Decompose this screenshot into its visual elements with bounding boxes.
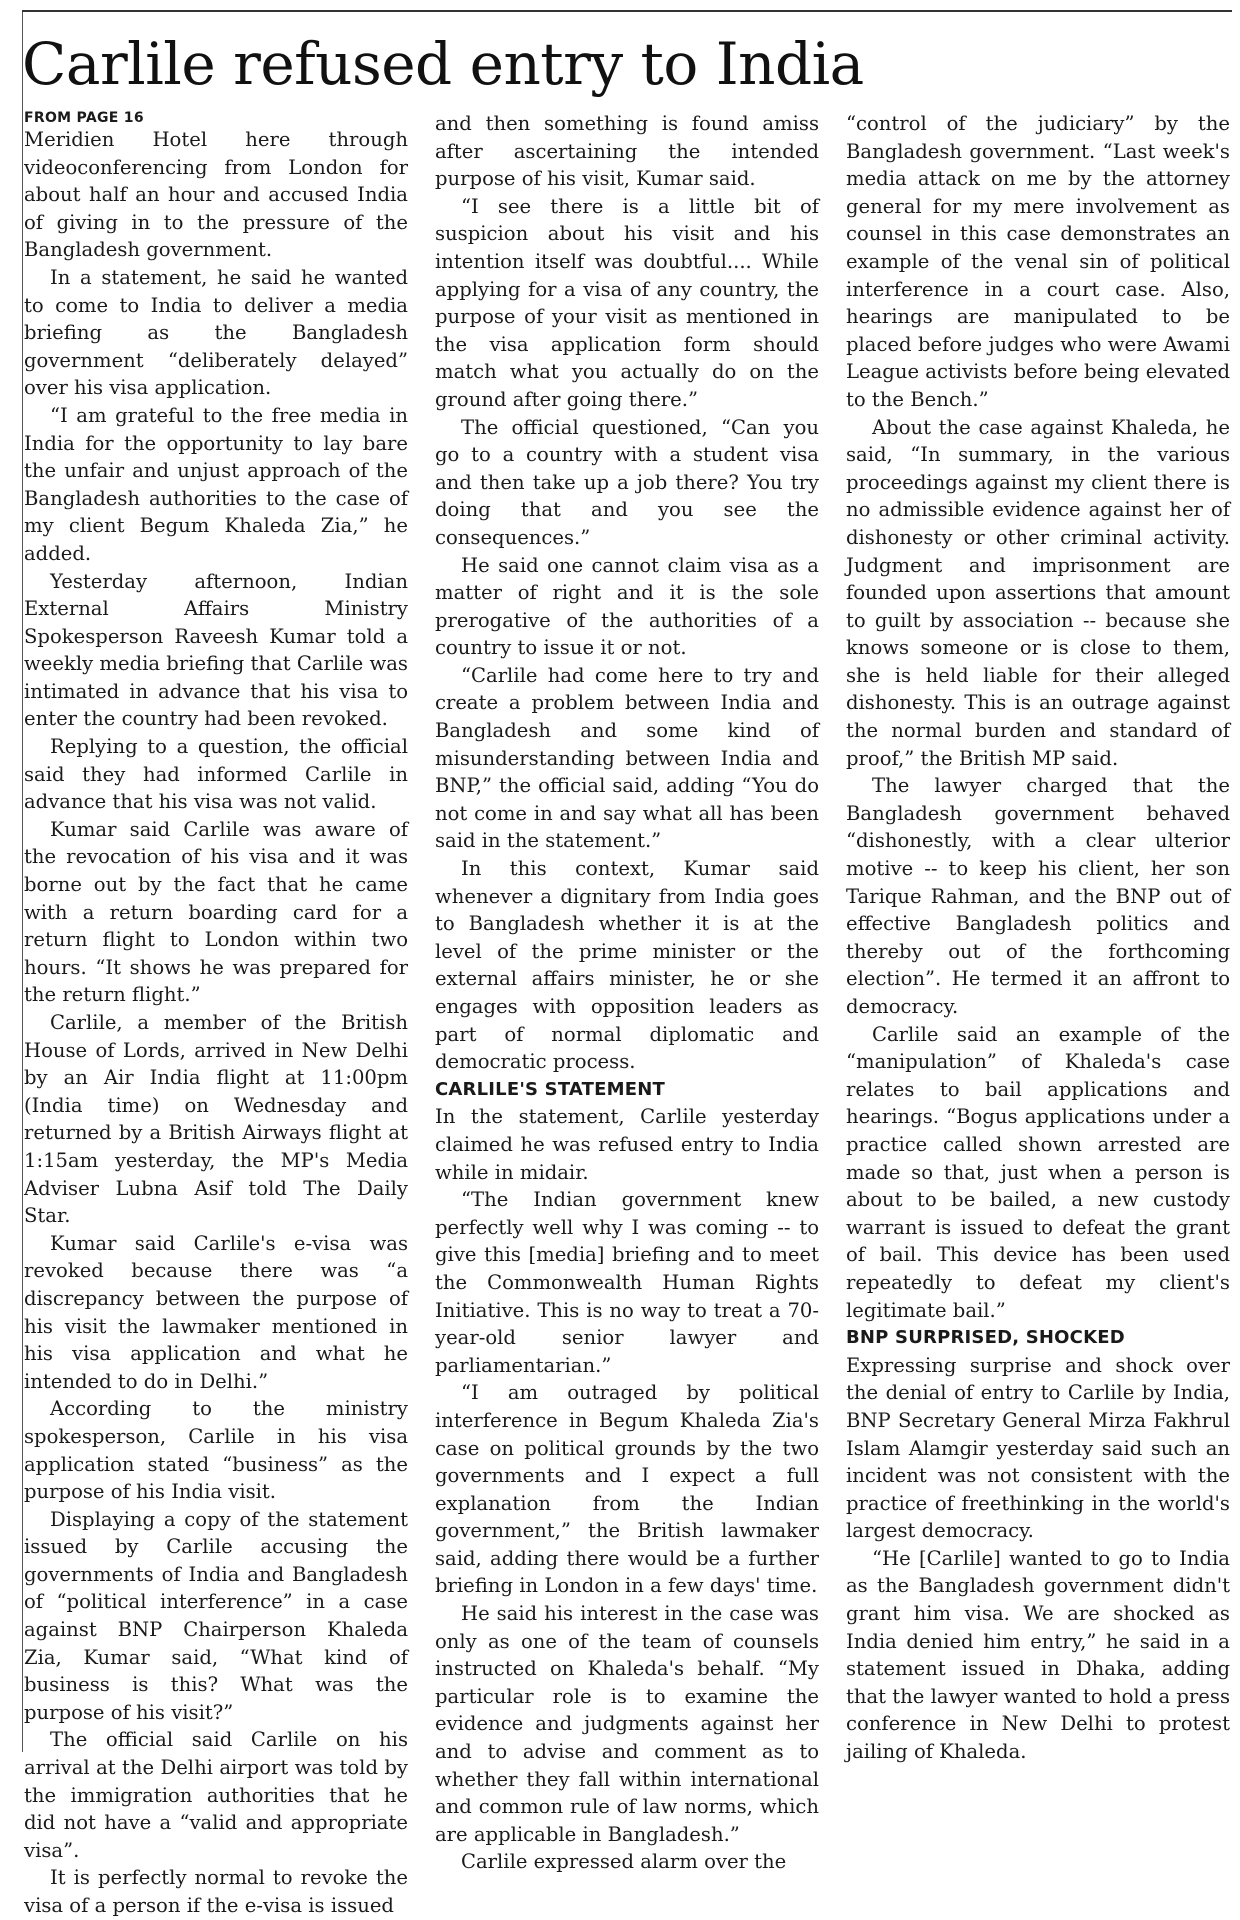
paragraph: Displaying a copy of the statement issued by Carlile accusing the governments of India and Bangladesh of “political interference” in a case against BNP Chairperson Khaleda Zia, Kumar said, “What kind of business is this? What was the purpose of his visit?” xyxy=(24,1507,408,1724)
paragraph: He said one cannot claim visa as a matter of right and it is the sole prerogative of the authorities of a country to issue it or not. xyxy=(435,553,819,660)
paragraph: Meridien Hotel here through videoconferencing from London for about half an hour and accused India of giving in to the pressure of the Bangladesh government. xyxy=(24,128,408,262)
subhead-bnp-surprised: BNP SURPRISED, SHOCKED xyxy=(846,1327,1125,1349)
column-1 xyxy=(24,110,408,1920)
subhead-carliles-statement: CARLILE'S STATEMENT xyxy=(435,1078,665,1100)
column-3 xyxy=(846,110,1230,1920)
paragraph: and then something is found amiss after ascertaining the intended purpose of his visit, Kumar said. xyxy=(435,112,819,191)
paragraph: In a statement, he said he wanted to come to India to deliver a media briefing as the Bangladesh government “deliberately delayed” over his visa application. xyxy=(24,265,408,400)
paragraph: Kumar said Carlile's e-visa was revoked because there was “a discrepancy between the purpose of his visit the lawmaker mentioned in his visa application and what he intended to do in Delhi.” xyxy=(24,1231,408,1393)
paragraph: “He [Carlile] wanted to go to India as the Bangladesh government didn't grant him visa. We are shocked as India denied him entry,” he said in a statement issued in Dhaka, adding that the lawyer wanted to hold a press conference in New Delhi to protest jailing of Khaleda. xyxy=(846,1546,1230,1764)
dateline: FROM PAGE 16 xyxy=(24,110,144,126)
paragraph: About the case against Khaleda, he said, “In summary, in the various proceedings against my client there is no admissible evidence against her of dishonesty or other criminal activity. Judgment and imprisonment are founded upon assertions that amount to guilt by association -- because she knows someone or is close to them, she is held liable for their alleged dishonesty. This is an outrage against the normal burden and standard of proof,” the British MP said. xyxy=(846,415,1230,770)
paragraph: Replying to a question, the official said they had informed Carlile in advance that his visa was not valid. xyxy=(24,735,408,814)
paragraph: Kumar said Carlile was aware of the revocation of his visa and it was borne out by the fact that he came with a return boarding card for a return flight to London within two hours. “It shows he was prepared for the return flight.” xyxy=(24,817,408,1007)
paragraph: “The Indian government knew perfectly well why I was coming -- to give this [media] briefing and to meet the Commonwealth Human Rights Initiative. This is no way to treat a 70-year-old senior lawyer and parliamentarian.” xyxy=(435,1188,819,1377)
paragraph: Carlile said an example of the “manipulation” of Khaleda's case relates to bail applications and hearings. “Bogus applications under a practice called shown arrested are made so that, just when a person is about to be bailed, a new custody warrant is issued to defeat the grant of bail. This device has been used repeatedly to defeat my client's legitimate bail.” xyxy=(846,1022,1230,1322)
paragraph: He said his interest in the case was only as one of the team of counsels instructed on Khaleda's behalf. “My particular role is to examine the evidence and judgments against her and to advise and comment as to whether they fall within international and common rule of law norms, which are applicable in Bangladesh.” xyxy=(435,1602,819,1846)
column-2 xyxy=(435,110,819,1920)
paragraph: It is perfectly normal to revoke the visa of a person if the e-visa is issued xyxy=(24,1866,408,1917)
paragraph: “control of the judiciary” by the Bangladesh government. “Last week's media attack on me by the attorney general for my mere involvement as counsel in this case demonstrates an example of the venal sin of political interference in a court case. Also, hearings are manipulated to be placed before judges who were Awami League activists before being elevated to the Bench.” xyxy=(846,112,1231,411)
paragraph: “I see there is a little bit of suspicion about his visit and his intention itself was doubtful.... While applying for a visa of any country, the purpose of your visit as mentioned in the visa application form should match what you actually do on the ground after going there.” xyxy=(435,194,819,411)
left-rule xyxy=(22,12,23,1752)
article-body xyxy=(24,110,1231,1917)
paragraph: The official said Carlile on his arrival at the Delhi airport was told by the immigration authorities that he did not have a “valid and appropriate visa”. xyxy=(24,1728,408,1862)
top-rule xyxy=(22,10,1232,12)
paragraph: “I am grateful to the free media in India for the opportunity to lay bare the unfair and unjust approach of the Bangladesh authorities to the case of my client Begum Khaleda Zia,” he added. xyxy=(24,403,408,565)
paragraph: Yesterday afternoon, Indian External Affairs Ministry Spokesperson Raveesh Kumar told a weekly media briefing that Carlile was intimated in advance that his visa to enter the country had been revoked. xyxy=(24,569,408,731)
paragraph: The official questioned, “Can you go to a country with a student visa and then take up a job there? You try doing that and you see the consequences.” xyxy=(435,415,819,549)
paragraph: According to the ministry spokesperson, Carlile in his visa application stated “business” as the purpose of his India visit. xyxy=(24,1397,408,1504)
paragraph: “I am outraged by political interference in Begum Khaleda Zia's case on political grounds by the two governments and I expect a full explanation from the Indian government,” the British lawmaker said, adding there would be a further briefing in London in a few days' time. xyxy=(435,1381,819,1598)
paragraph: In the statement, Carlile yesterday claimed he was refused entry to India while in midair. xyxy=(435,1105,819,1184)
headline: Carlile refused entry to India xyxy=(22,30,864,98)
paragraph: Carlile expressed alarm over the xyxy=(461,1850,787,1874)
paragraph: “Carlile had come here to try and create a problem between India and Bangladesh and some kind of misunderstanding between India and BNP,” the official said, adding “You do not come in and say what all has been said in the statement.” xyxy=(435,663,819,853)
paragraph: In this context, Kumar said whenever a dignitary from India goes to Bangladesh whether it is at the level of the prime minister or the external affairs minister, he or she engages with opposition leaders as part of normal diplomatic and democratic process. xyxy=(435,857,819,1074)
paragraph: Carlile, a member of the British House of Lords, arrived in New Delhi by an Air India flight at 11:00pm (India time) on Wednesday and returned by a British Airways flight at 1:15am yesterday, the MP's Media Adviser Lubna Asif told The Daily Star. xyxy=(24,1011,408,1228)
paragraph: The lawyer charged that the Bangladesh government behaved “dishonestly, with a clear ulterior motive -- to keep his client, her son Tarique Rahman, and the BNP out of effective Bangladesh politics and thereby out of the forthcoming election”. He termed it an affront to democracy. xyxy=(846,774,1230,1018)
paragraph: Expressing surprise and shock over the denial of entry to Carlile by India, BNP Secretary General Mirza Fakhrul Islam Alamgir yesterday said such an incident was not consistent with the practice of freethinking in the world's largest democracy. xyxy=(846,1353,1230,1543)
